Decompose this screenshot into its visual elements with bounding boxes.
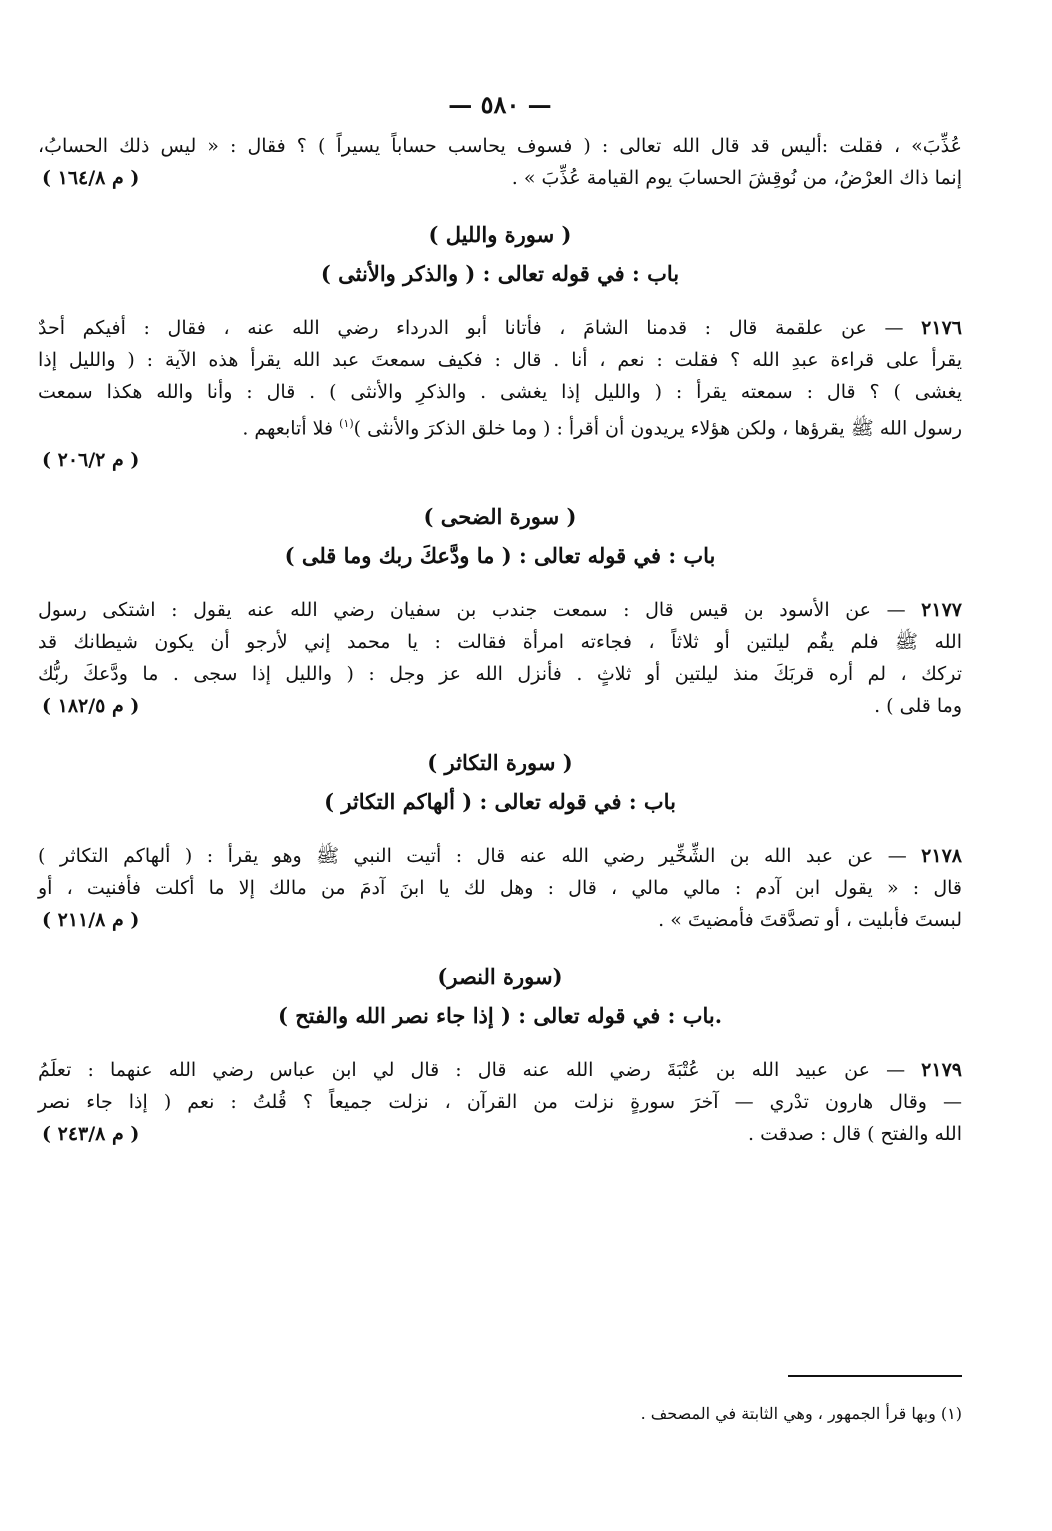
text-line: [38, 312, 962, 344]
source-reference: ( م ٢٠٦/٢ ): [42, 449, 140, 472]
source-reference: ( م ٢٤٣/٨ ): [42, 1123, 140, 1146]
text-fragment: فلا أتابعهم .: [242, 417, 340, 440]
text-line: — وقال هارون تدْري — آخرَ سورةٍ نزلت من القرآن ، نزلت جميعاً ؟ قُلتُ : نعم ( إذا جاء نصر: [38, 1091, 962, 1114]
text-fragment: — عن الأسود بن قيس قال : سمعت جندب بن سفيان رضي الله عنه يقول : اشتكى رسول: [38, 599, 906, 622]
bab-heading: .باب : في قوله تعالى : ( إذا جاء نصر الله والفتح ): [277, 1003, 723, 1029]
text-row: [38, 690, 962, 722]
surah-heading: ( سورة الضحى ): [423, 504, 577, 530]
source-reference: ( م ١٦٤/٨ ): [42, 167, 140, 189]
text-line: تركك ، لم أره قربَكَ منذ ليلتين أو ثلاثٍ . فأنزل الله عز وجل : ( والليل إذا سجى . ما ودَّعكَ ربُّك: [38, 663, 962, 686]
text-line: إنما ذاك العرْضُ، من نُوقِشَ الحسابَ يوم القيامة عُذِّبَ » .: [511, 167, 962, 189]
hadith-block: [38, 840, 962, 936]
footnote: (١) وبها قرأ الجمهور ، وهي الثابتة في المصحف .: [640, 1404, 962, 1423]
text-line: [38, 594, 962, 626]
hadith-number: ٢١٧٧: [921, 599, 962, 622]
text-fragment: — عن علقمة قال : قدمنا الشامَ ، فأتانا أبو الدرداء رضي الله عنه ، فقال : أفيكم أحدٌ: [38, 317, 904, 339]
text-row: [38, 444, 962, 476]
text-fragment: رسول الله ﷺ يقرؤها ، ولكن هؤلاء يريدون أن أقرأ : ( وما خلق الذكرَ والأنثى ): [353, 417, 962, 440]
text-fragment: — عن عبيد الله بن عُتْبَةَ رضي الله عنه قال : قال لي ابن عباس رضي الله عنهما : تعلَمُ: [38, 1059, 906, 1082]
hadith-block: [38, 312, 962, 476]
source-reference: ( م ١٨٢/٥ ): [42, 695, 140, 718]
text-line: [38, 840, 962, 872]
text-line: يغشى ) ؟ قال : سمعته يقرأ : ( والليل إذا يغشى . والذكرِ والأنثى ) . قال : وأنا والله هكذا سمعت: [38, 381, 962, 403]
text-line: الله ﷺ فلم يقُم ليلتين أو ثلاثاً ، فجاءته امرأة فقالت : يا محمد إني لأرجو أن يكون شيطانك قد: [38, 631, 962, 654]
text-row: [38, 1118, 962, 1150]
hadith-number: ٢١٧٦: [921, 317, 962, 339]
page: [38, 90, 962, 1150]
hadith-number: ٢١٧٨: [921, 845, 962, 868]
page-number: — ٥٨٠ —: [448, 90, 552, 119]
surah-heading: ( سورة والليل ): [428, 222, 572, 247]
text-line: يقرأ على قراءة عبدِ الله ؟ فقلت : نعم ، أنا . قال : فكيف سمعتَ عبد الله يقرأ هذه الآية : ( والليل إذا: [38, 349, 962, 371]
bab-heading: باب : في قوله تعالى : ( ألهاكم التكاثر ): [324, 789, 676, 815]
hadith-block: [38, 1054, 962, 1150]
intro-text: [38, 130, 962, 194]
hadith-block: [38, 594, 962, 722]
text-row: [38, 904, 962, 936]
footnote-marker: (١): [339, 417, 354, 430]
source-reference: ( م ٢١١/٨ ): [42, 909, 140, 932]
text-fragment: — عن عبد الله بن الشِّخِّير رضي الله عنه قال : أتيت النبي ﷺ وهو يقرأ : ( ألهاكم التكاثر ): [38, 845, 907, 868]
bab-heading: باب : في قوله تعالى : ( ما ودَّعكَ ربك وما قلى ): [284, 543, 716, 569]
text-line: [38, 408, 962, 444]
text-line: وما قلى ) .: [874, 695, 962, 718]
surah-heading: ( سورة التكاثر ): [427, 750, 573, 776]
text-row: [38, 162, 962, 194]
text-line: قال : « يقول ابن آدم : مالي مالي ، قال : وهل لك يا ابنَ آدمَ من مالك إلا ما أكلت فأفنيت ، أو: [38, 877, 962, 900]
text-line: [38, 1054, 962, 1086]
text-line: لبستَ فأبليت ، أو تصدَّقتَ فأمضيتَ » .: [658, 909, 962, 932]
footnote-divider: [788, 1375, 962, 1377]
hadith-number: ٢١٧٩: [921, 1059, 962, 1082]
surah-heading: (سورة النصر): [437, 964, 563, 990]
bab-heading: باب : في قوله تعالى : ( والذكر والأنثى ): [320, 261, 680, 286]
text-line: عُذِّبَ» ، فقلت :أليس قد قال الله تعالى : ( فسوف يحاسب حساباً يسيراً ) ؟ فقال : « ليس ذلك الحسابُ،: [38, 135, 962, 157]
text-line: الله والفتح ) قال : صدقت .: [747, 1123, 962, 1146]
